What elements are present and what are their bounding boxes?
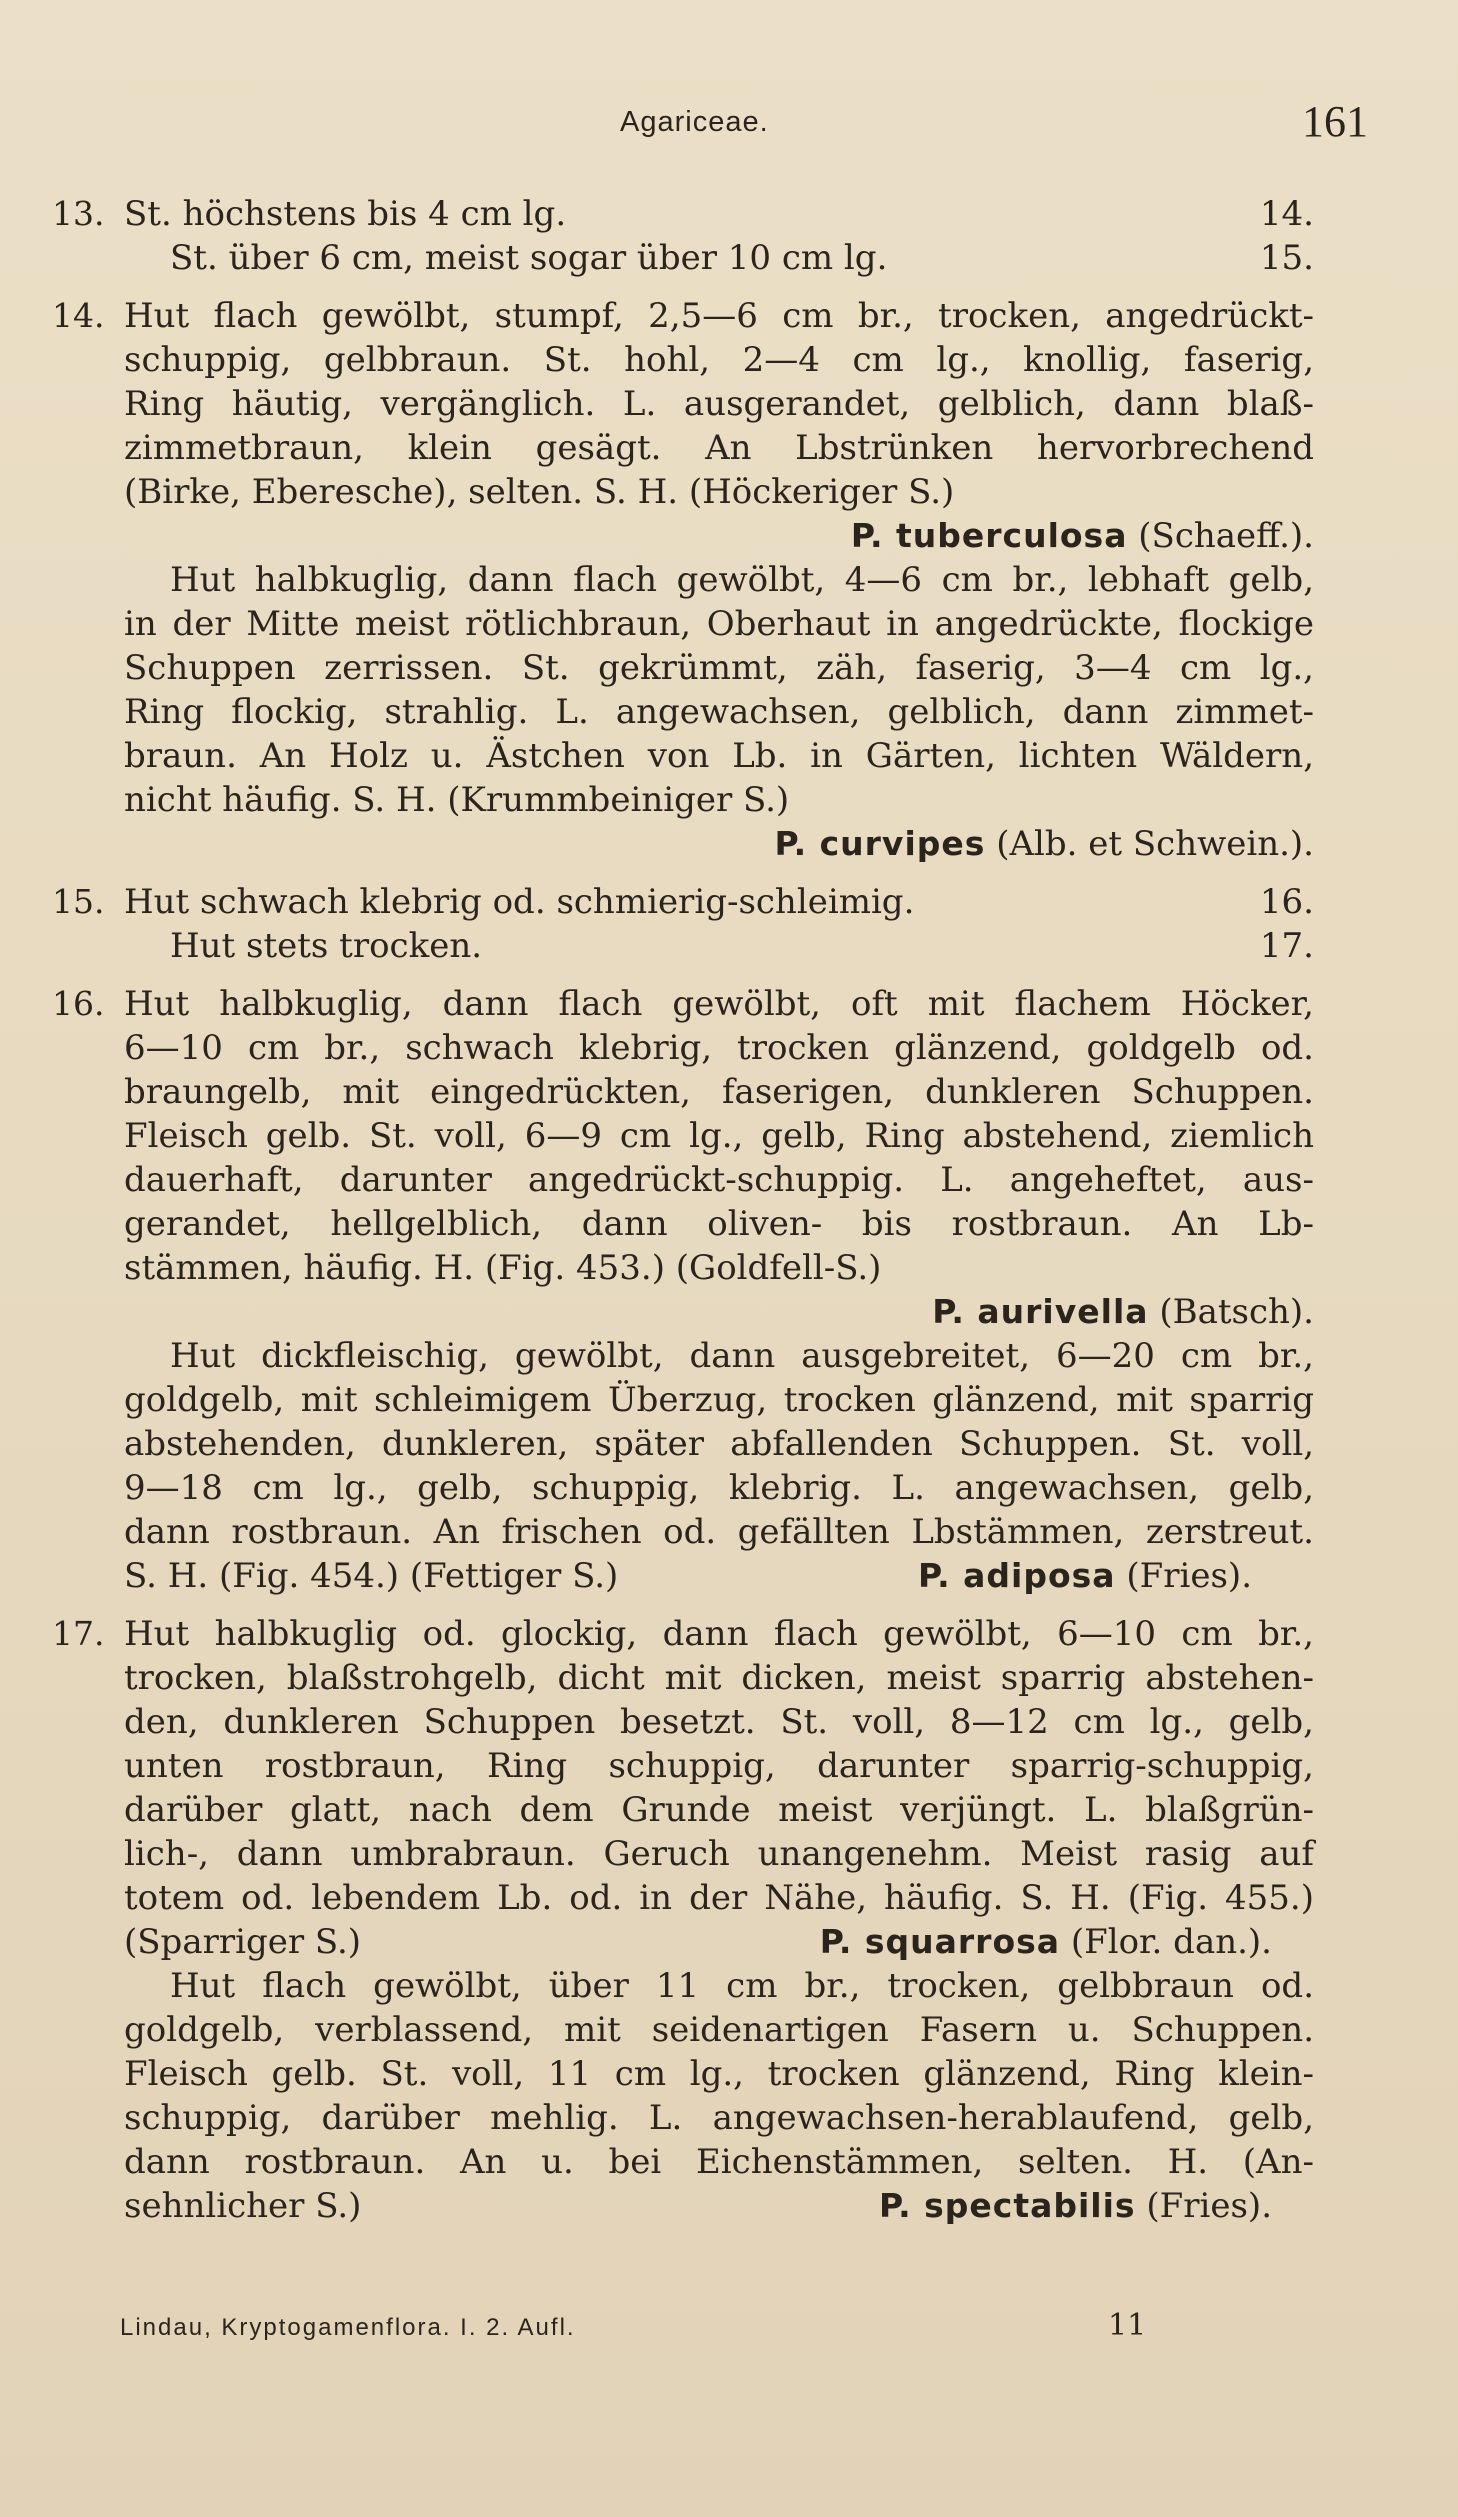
description-line: Hut dickfleischig, gewölbt, dann ausgebreitet, 6—20 cm br., [170, 1336, 1314, 1376]
species-line [52, 1920, 1372, 1964]
description-line: sehnlicher S.) [124, 2186, 362, 2226]
description-line: 9—18 cm lg., gelb, schuppig, klebrig. L. angewachsen, gelb, [124, 1468, 1314, 1508]
description-line: Hut flach gewölbt, über 11 cm br., trocken, gelbbraun od. [170, 1966, 1314, 2006]
key-line [52, 602, 1372, 646]
key-option-ref: 15. [1259, 238, 1314, 278]
key-line [52, 1788, 1372, 1832]
description-line: lich-, dann umbrabraun. Geruch unangenehm. Meist rasig auf [124, 1834, 1314, 1874]
description-line: dann rostbraun. An frischen od. gefällten Lbstämmen, zerstreut. [124, 1512, 1314, 1552]
species-name [774, 822, 1314, 866]
species-line [52, 514, 1372, 558]
description-line: in der Mitte meist rötlichbraun, Oberhaut in angedrückte, flockige [124, 604, 1314, 644]
description-line: dauerhaft, darunter angedrückt-schuppig. L. angeheftet, aus- [124, 1160, 1314, 1200]
key-line [52, 1202, 1372, 1246]
key-option-text: Hut stets trocken. [170, 926, 483, 966]
species-author: (Batsch). [1159, 1292, 1314, 1332]
key-option-ref: 17. [1259, 926, 1314, 966]
description-line: 6—10 cm br., schwach klebrig, trocken glänzend, goldgelb od. [124, 1028, 1314, 1068]
description-line: gerandet, hellgelblich, dann oliven- bis rostbraun. An Lb- [124, 1204, 1314, 1244]
key-line [52, 690, 1372, 734]
key-line [52, 1070, 1372, 1114]
species-name [932, 1290, 1314, 1334]
key-line [52, 646, 1372, 690]
key-option-text: Hut schwach klebrig od. schmierig-schleimig. [124, 882, 915, 922]
page-number: 161 [1302, 97, 1368, 146]
footer-source: Lindau, Kryptogamenflora. I. 2. Aufl. [120, 2314, 576, 2341]
species-binomial: P. curvipes [774, 824, 986, 863]
species-line [52, 2184, 1372, 2228]
description-line: dann rostbraun. An u. bei Eichenstämmen, selten. H. (An- [124, 2142, 1314, 2182]
key-entry-13 [52, 192, 1372, 280]
key-number: 13. [52, 194, 105, 233]
description-line: totem od. lebendem Lb. od. in der Nähe, häufig. S. H. (Fig. 455.) [124, 1878, 1314, 1918]
key-line [52, 1246, 1372, 1290]
page-footer [120, 2308, 1320, 2358]
key-line [52, 382, 1372, 426]
key-line [52, 2052, 1372, 2096]
key-line [52, 1466, 1372, 1510]
key-line [52, 1744, 1372, 1788]
description-line: (Birke, Eberesche), selten. S. H. (Höckeriger S.) [124, 472, 955, 512]
species-author: (Alb. et Schwein.). [996, 824, 1314, 864]
description-line: den, dunkleren Schuppen besetzt. St. voll, 8—12 cm lg., gelb, [124, 1702, 1314, 1742]
key-line [52, 924, 1372, 968]
key-line [52, 1510, 1372, 1554]
species-binomial: P. squarrosa [819, 1922, 1061, 1961]
species-name [851, 514, 1314, 558]
key-line [52, 982, 1372, 1026]
description-line: nicht häufig. S. H. (Krummbeiniger S.) [124, 780, 790, 820]
species-binomial: P. aurivella [932, 1292, 1149, 1331]
description-line: Ring flockig, strahlig. L. angewachsen, gelblich, dann zimmet- [124, 692, 1314, 732]
key-line [52, 294, 1372, 338]
key-line [52, 558, 1372, 602]
key-line [52, 778, 1372, 822]
species-author: (Fries). [1126, 1556, 1252, 1596]
description-line: Hut halbkuglig od. glockig, dann flach gewölbt, 6—10 cm br., [124, 1614, 1314, 1654]
description-line: stämmen, häufig. H. (Fig. 453.) (Goldfell-S.) [124, 1248, 882, 1288]
key-line [52, 880, 1372, 924]
description-line: S. H. (Fig. 454.) (Fettiger S.) [124, 1556, 619, 1596]
key-line [52, 734, 1372, 778]
species-name [820, 1920, 1272, 1964]
description-line: unten rostbraun, Ring schuppig, darunter sparrig-schuppig, [124, 1746, 1314, 1786]
key-line [52, 236, 1372, 280]
description-line: Ring häutig, vergänglich. L. ausgerandet, gelblich, dann blaß- [124, 384, 1314, 424]
key-line [52, 1422, 1372, 1466]
key-entry-16 [52, 982, 1372, 1598]
key-entry-15 [52, 880, 1372, 968]
species-line [52, 822, 1372, 866]
species-author: (Schaeff.). [1138, 516, 1314, 556]
description-line: Hut halbkuglig, dann flach gewölbt, 4—6 cm br., lebhaft gelb, [170, 560, 1314, 600]
key-line [52, 426, 1372, 470]
species-binomial: P. spectabilis [878, 2186, 1136, 2225]
description-line: zimmetbraun, klein gesägt. An Lbstrünken hervorbrechend [124, 428, 1314, 468]
key-line [52, 338, 1372, 382]
species-binomial: P. tuberculosa [850, 516, 1128, 555]
description-line: Schuppen zerrissen. St. gekrümmt, zäh, faserig, 3—4 cm lg., [124, 648, 1314, 688]
key-line [52, 2140, 1372, 2184]
key-line [52, 1656, 1372, 1700]
key-line [52, 1612, 1372, 1656]
species-binomial: P. adiposa [918, 1556, 1116, 1595]
description-line: trocken, blaßstrohgelb, dicht mit dicken, meist sparrig abstehen- [124, 1658, 1314, 1698]
key-line [52, 1832, 1372, 1876]
description-line: braungelb, mit eingedrückten, faserigen, dunkleren Schuppen. [124, 1072, 1314, 1112]
key-option-ref: 16. [1259, 882, 1314, 922]
key-line [52, 2096, 1372, 2140]
description-line: Fleisch gelb. St. voll, 6—9 cm lg., gelb, Ring abstehend, ziemlich [124, 1116, 1314, 1156]
key-line [52, 192, 1372, 236]
description-line: goldgelb, mit schleimigem Überzug, trocken glänzend, mit sparrig [124, 1380, 1314, 1420]
key-line [52, 1114, 1372, 1158]
description-line: braun. An Holz u. Ästchen von Lb. in Gärten, lichten Wäldern, [124, 736, 1314, 776]
identification-key [52, 192, 1372, 2232]
description-line: abstehenden, dunkleren, später abfallenden Schuppen. St. voll, [124, 1424, 1314, 1464]
species-line [52, 1554, 1372, 1598]
key-entry-14 [52, 294, 1372, 866]
species-line [52, 1290, 1372, 1334]
key-option-text: St. über 6 cm, meist sogar über 10 cm lg. [170, 238, 888, 278]
signature-mark: 11 [1108, 2308, 1147, 2343]
species-author: (Fries). [1146, 2186, 1272, 2226]
description-line: Fleisch gelb. St. voll, 11 cm lg., trocken glänzend, Ring klein- [124, 2054, 1314, 2094]
description-line: Hut flach gewölbt, stumpf, 2,5—6 cm br., trocken, angedrückt- [124, 296, 1314, 336]
key-number: 16. [52, 984, 105, 1023]
description-line: (Sparriger S.) [124, 1922, 362, 1962]
section-title: Agariceae. [620, 106, 769, 138]
key-line [52, 1876, 1372, 1920]
key-number: 17. [52, 1614, 105, 1653]
key-number: 15. [52, 882, 105, 921]
species-author: (Flor. dan.). [1070, 1922, 1272, 1962]
key-line [52, 1334, 1372, 1378]
running-header [0, 96, 1458, 156]
description-line: darüber glatt, nach dem Grunde meist verjüngt. L. blaßgrün- [124, 1790, 1314, 1830]
key-line [52, 1158, 1372, 1202]
key-line [52, 1964, 1372, 2008]
key-number: 14. [52, 296, 105, 335]
description-line: schuppig, gelbbraun. St. hohl, 2—4 cm lg., knollig, faserig, [124, 340, 1314, 380]
key-option-ref: 14. [1259, 194, 1314, 234]
key-option-text: St. höchstens bis 4 cm lg. [124, 194, 567, 234]
description-line: schuppig, darüber mehlig. L. angewachsen-herablaufend, gelb, [124, 2098, 1314, 2138]
key-entry-17 [52, 1612, 1372, 2228]
key-line [52, 470, 1372, 514]
species-name [918, 1554, 1252, 1598]
key-line [52, 1700, 1372, 1744]
species-name [879, 2184, 1272, 2228]
key-line [52, 2008, 1372, 2052]
key-line [52, 1026, 1372, 1070]
description-line: goldgelb, verblassend, mit seidenartigen Fasern u. Schuppen. [124, 2010, 1314, 2050]
key-line [52, 1378, 1372, 1422]
description-line: Hut halbkuglig, dann flach gewölbt, oft mit flachem Höcker, [124, 984, 1314, 1024]
